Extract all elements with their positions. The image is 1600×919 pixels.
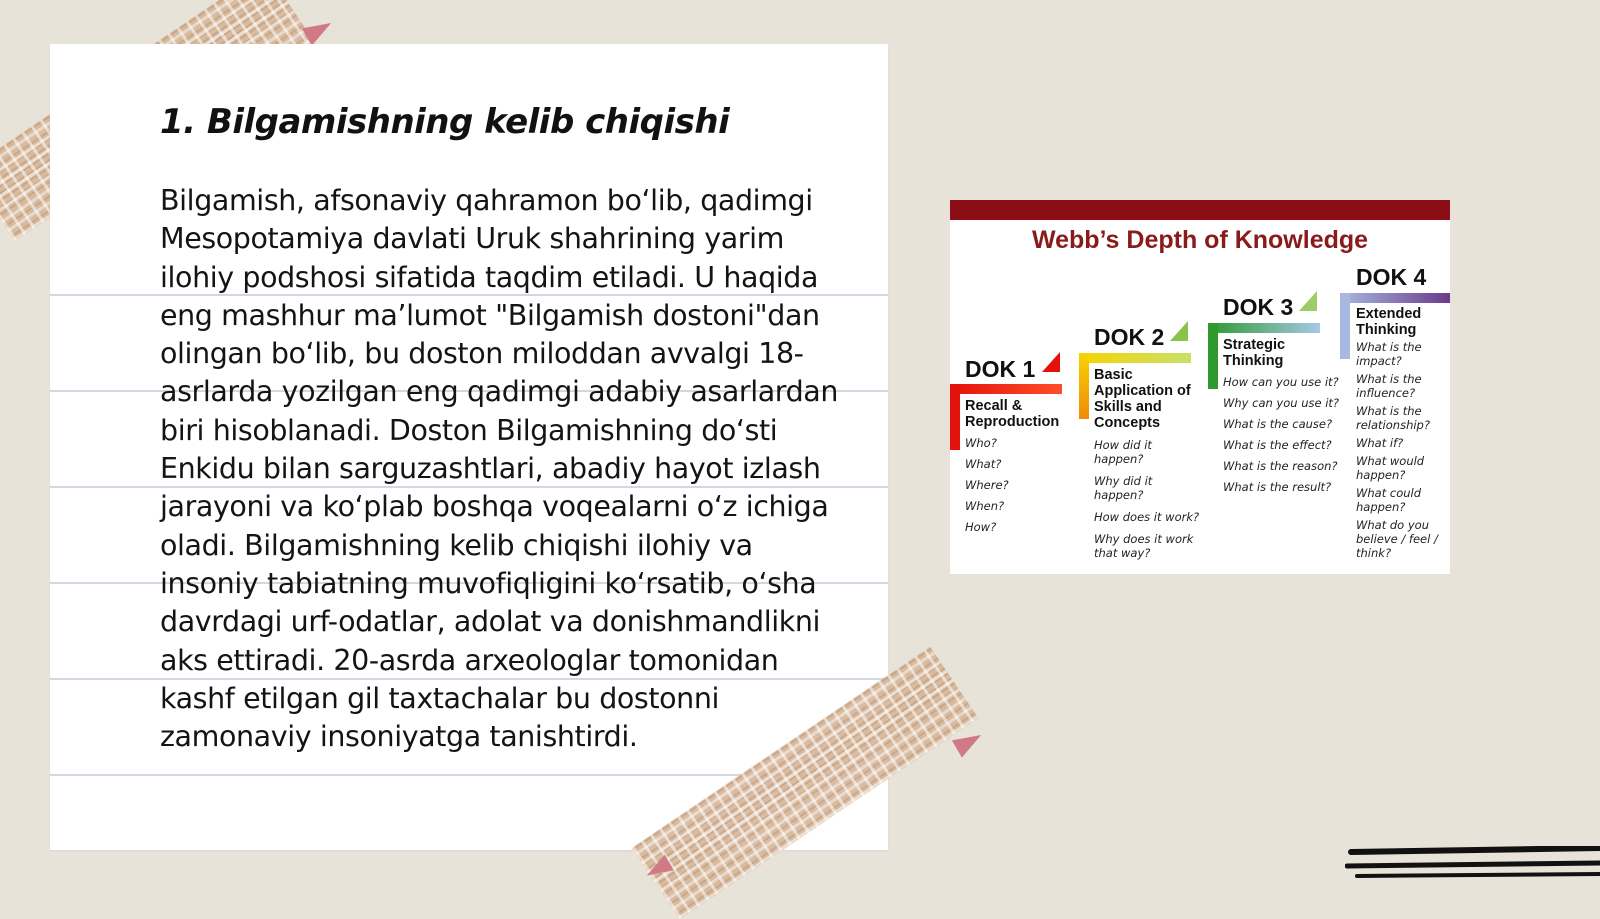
dok-step-riser: [1208, 323, 1218, 389]
infographic-top-bar: [950, 200, 1450, 220]
dok-question: What do you believe / feel / think?: [1356, 518, 1438, 560]
dok-infographic: [950, 200, 1450, 574]
dok-question: Why did it happen?: [1094, 474, 1153, 502]
dok-step-bar: [950, 384, 1062, 394]
dok-question: How did it happen?: [1094, 438, 1152, 466]
note-paper: [50, 44, 888, 850]
dok-level-subtitle: Basic Application of Skills and Concepts: [1094, 367, 1191, 431]
infographic-heading: Webb’s Depth of Knowledge: [1031, 226, 1369, 254]
dok-question: What could happen?: [1356, 486, 1422, 514]
slide-body-text: Bilgamish, afsonaviy qahramon bo‘lib, qadimgi Mesopotamiya davlati Uruk shahrining yarim ilohiy podshosi sifatida taqdim etiladi. U haqida eng mashhur ma’lumot "Bilgamish dostoni"dan olingan bo‘lib, bu doston miloddan avvalgi 18-asrlarda yozilgan eng qadimgi adabiy asarlardan biri hisoblanadi. Doston Bilgamishning do‘sti Enkidu bilan sarguzashtlari, abadiy hayot izlash jarayoni va ko‘plab boshqa voqealarni o‘z ichiga oladi. Bilgamishning kelib chiqishi ilohiy va insoniy tabiatning muvofiqligini ko‘rsatib, o‘sha davrdagi urf-odatlar, adolat va donishmandlikni aks ettiradi. 20-asrda arxeologlar tomonidan kashf etilgan gil taxtachalar bu dostonni zamonaviy insoniyatga tanishtirdi.: [160, 184, 839, 754]
marker-scribble-decoration: [1345, 846, 1600, 886]
dok-question: What would happen?: [1356, 454, 1425, 482]
dok-step-bar: [1079, 353, 1191, 363]
dok-question: What is the effect?: [1223, 438, 1332, 452]
dok-question: How can you use it?: [1223, 375, 1339, 389]
dok-question: What is the impact?: [1356, 340, 1422, 368]
dok-question: What is the result?: [1223, 480, 1332, 494]
dok-question: What is the reason?: [1223, 459, 1338, 473]
dok-level-label: DOK 1: [965, 356, 1036, 382]
dok-step-bar: [1340, 293, 1450, 303]
triangle-icon: [1299, 291, 1317, 311]
dok-level-label: DOK 4: [1356, 264, 1427, 290]
dok-question: What is the cause?: [1223, 417, 1333, 431]
dok-step-riser: [950, 384, 960, 450]
dok-step-riser: [1079, 353, 1089, 419]
dok-question: Why can you use it?: [1223, 396, 1340, 410]
dok-question: What is the influence?: [1356, 372, 1422, 400]
dok-question: How does it work?: [1094, 510, 1200, 524]
dok-question-list: [965, 436, 1075, 534]
dok-question: What is the relationship?: [1356, 404, 1430, 432]
dok-question-list: [1356, 340, 1450, 560]
dok-level-subtitle: Recall & Reproduction: [965, 398, 1060, 430]
dok-question: When?: [965, 499, 1005, 513]
dok-question: What?: [965, 457, 1002, 471]
dok-question: Where?: [965, 478, 1009, 492]
dok-level-label: DOK 2: [1094, 324, 1165, 350]
dok-question: How?: [965, 520, 997, 534]
dok-question-list: [1223, 375, 1343, 494]
dok-level-subtitle: Strategic Thinking: [1223, 337, 1286, 369]
triangle-icon: [1042, 352, 1060, 372]
slide-title: 1. Bilgamishning kelib chiqishi: [160, 102, 730, 142]
dok-level-subtitle: Extended Thinking: [1356, 306, 1422, 338]
dok-level-label: DOK 3: [1223, 294, 1294, 320]
dok-question: What if?: [1356, 436, 1404, 450]
dok-step-bar: [1208, 323, 1320, 333]
dok-question-list: [1094, 438, 1204, 560]
triangle-icon: [1170, 321, 1188, 341]
dok-question: Who?: [965, 436, 997, 450]
dok-question: Why does it work that way?: [1094, 532, 1194, 560]
dok-step-riser: [1340, 293, 1350, 359]
